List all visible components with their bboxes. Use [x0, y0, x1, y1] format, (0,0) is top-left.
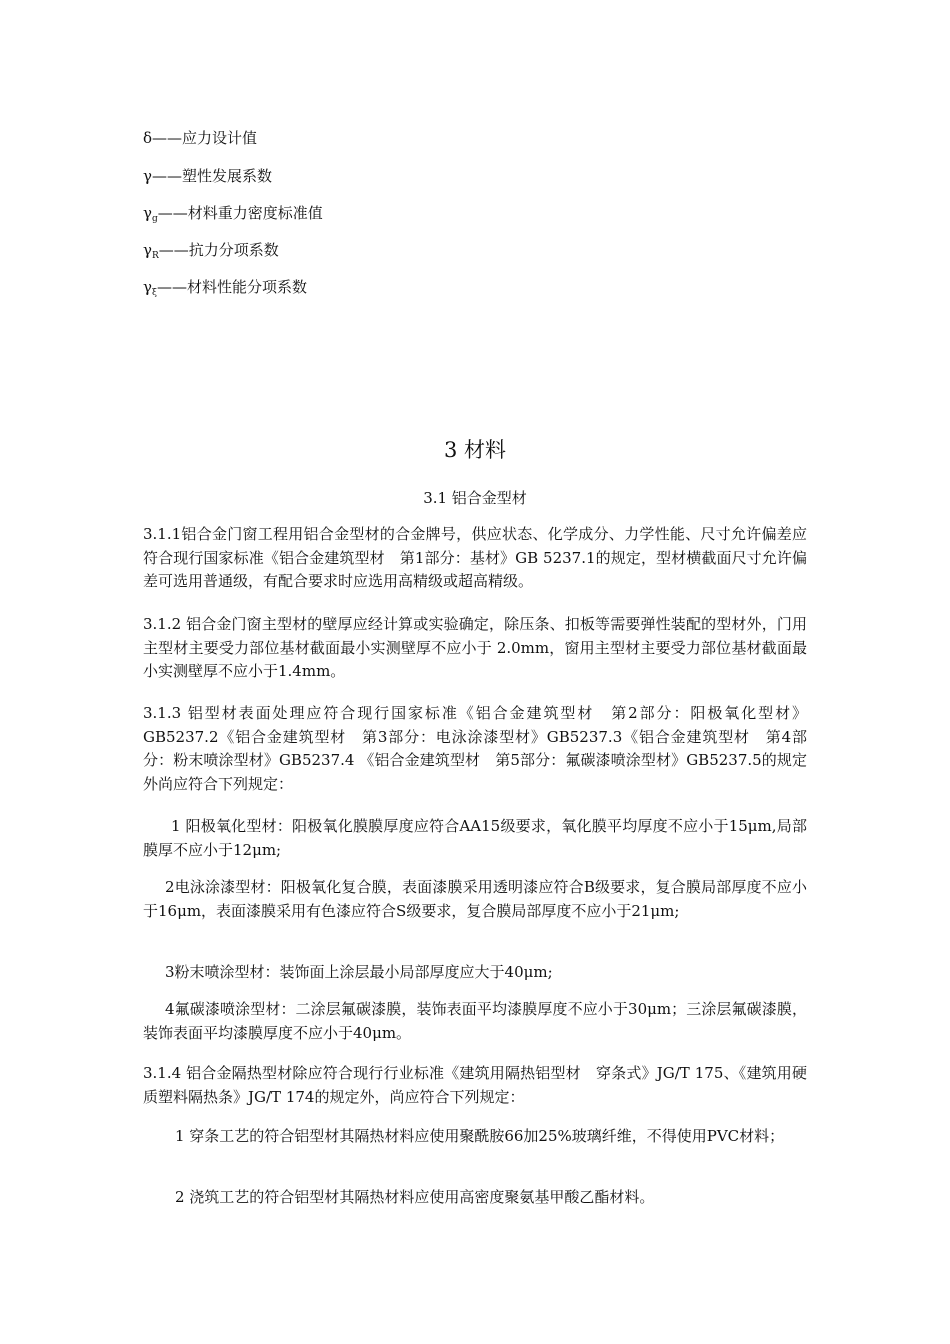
symbol-description: ——材料重力密度标准值 [157, 204, 323, 222]
symbol-row [143, 203, 323, 229]
clause-3-1-2: 3.1.2 铝合金门窗主型材的壁厚应经计算或实验确定，除压条、扣板等需要弹性装配的型材外，门用主型材主要受力部位基材截面最小实测壁厚不应小于 2.0mm，窗用主型材主要受力部位基材截面最小实测壁厚不应小于1.4mm。 [143, 615, 807, 680]
symbol-row [143, 240, 279, 266]
symbol-subscript: g [151, 214, 158, 224]
symbol-subscript: R [151, 251, 159, 261]
symbol-row [143, 277, 307, 303]
list-item-powder: 3粉末喷涂型材：装饰面上涂层最小局部厚度应大于40μm; [165, 963, 553, 981]
symbol: δ [143, 129, 153, 147]
symbol: γ [143, 278, 152, 296]
chapter-title: 3 材料 [443, 438, 507, 462]
symbol-description: ——抗力分项系数 [158, 241, 279, 259]
list-item-strip-insertion: 1 穿条工艺的符合铝型材其隔热材料应使用聚酰胺66加25%玻璃纤维，不得使用PVC材料； [175, 1127, 785, 1145]
symbol-description: ——塑性发展系数 [151, 167, 272, 185]
clause-3-1-3: 3.1.3 铝型材表面处理应符合现行国家标准《铝合金建筑型材 第2部分：阳极氧化型材》GB5237.2《铝合金建筑型材 第3部分：电泳涂漆型材》GB5237.3《铝合金建筑型材 第4部分：粉末喷涂型材》GB5237.4 《铝合金建筑型材 第5部分：氟碳漆喷涂型材》GB5237.5的规定外尚应符合下列规定： [143, 704, 807, 793]
symbol: γ [143, 204, 152, 222]
symbol-description: ——材料性能分项系数 [156, 278, 307, 296]
symbol-subscript: ξ [151, 288, 157, 298]
list-item-electrophoretic: 2电泳涂漆型材：阳极氧化复合膜，表面漆膜采用透明漆应符合B级要求，复合膜局部厚度不应小于16μm，表面漆膜采用有色漆应符合S级要求，复合膜局部厚度不应小于21μm; [143, 878, 807, 920]
list-item-anodized: 1 阳极氧化型材：阳极氧化膜膜厚度应符合AA15级要求，氧化膜平均厚度不应小于15μm,局部膜厚不应小于12μm; [143, 817, 807, 859]
symbol: γ [143, 241, 152, 259]
section-title: 3.1 铝合金型材 [423, 489, 527, 507]
symbol-row [143, 166, 272, 192]
symbol-description: ——应力设计值 [152, 129, 258, 147]
symbol-row [143, 128, 257, 154]
list-item-fluorocarbon: 4氟碳漆喷涂型材：二涂层氟碳漆膜，装饰表面平均漆膜厚度不应小于30μm；三涂层氟碳漆膜，装饰表面平均漆膜厚度不应小于40μm。 [143, 1000, 807, 1042]
clause-3-1-1: 3.1.1铝合金门窗工程用铝合金型材的合金牌号，供应状态、化学成分、力学性能、尺寸允许偏差应符合现行国家标准《铝合金建筑型材 第1部分：基材》GB 5237.1的规定，型材横截面尺寸允许偏差可选用普通级，有配合要求时应选用高精级或超高精级。 [143, 525, 807, 590]
symbol: γ [143, 167, 152, 185]
list-item-pour-fill: 2 浇筑工艺的符合铝型材其隔热材料应使用高密度聚氨基甲酸乙酯材料。 [175, 1188, 655, 1206]
clause-3-1-4: 3.1.4 铝合金隔热型材除应符合现行行业标准《建筑用隔热铝型材 穿条式》JG/T 175、《建筑用硬质塑料隔热条》JG/T 174的规定外，尚应符合下列规定： [143, 1064, 807, 1106]
